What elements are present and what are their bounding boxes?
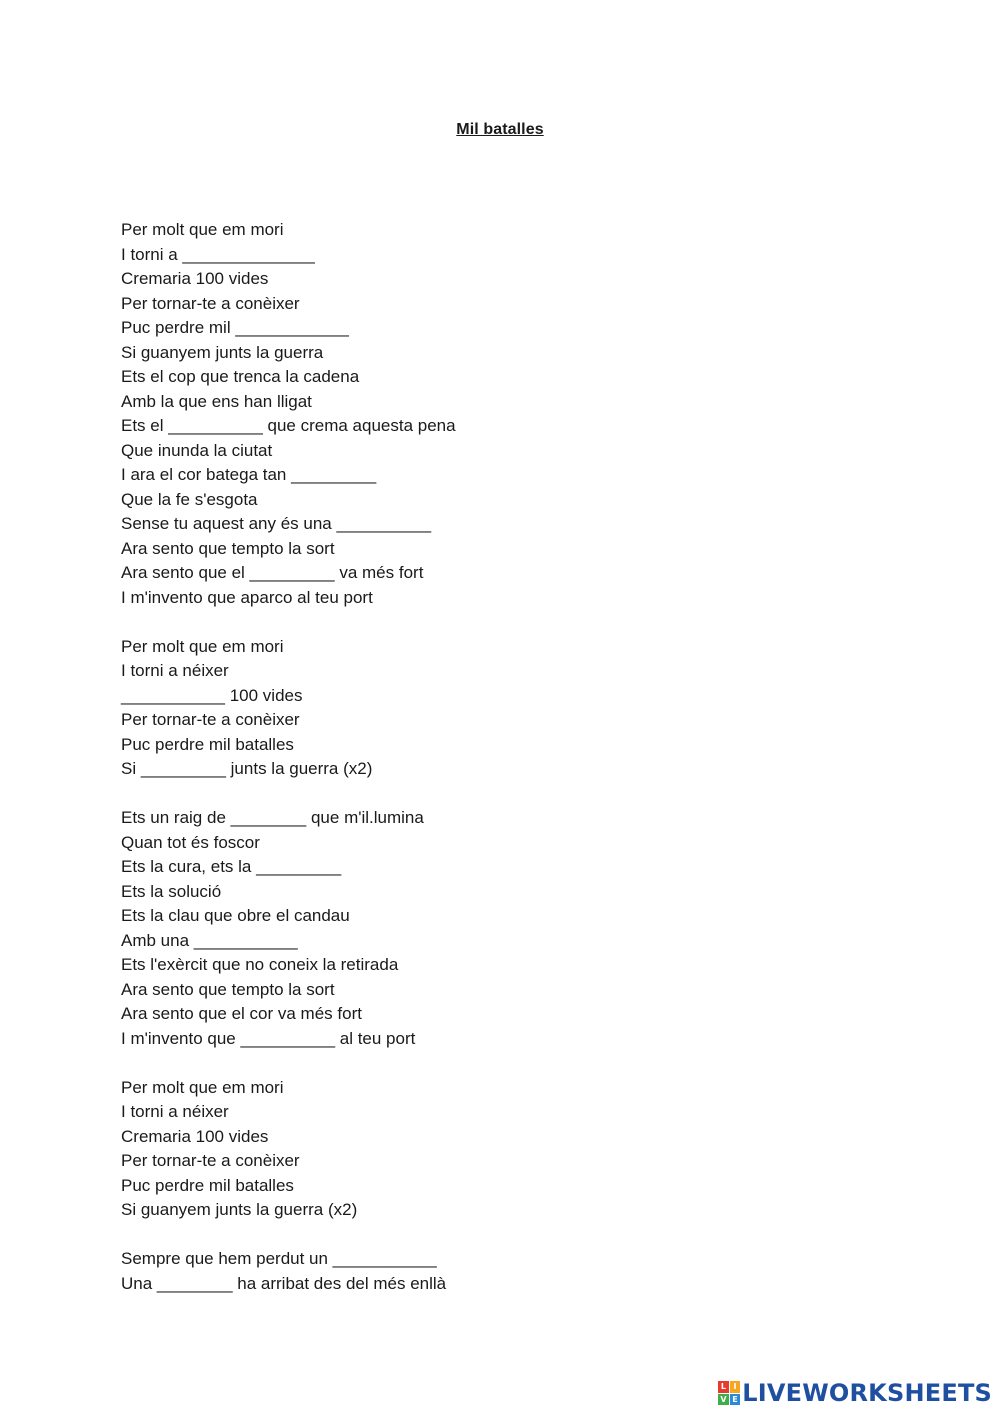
lyric-line-blank[interactable]: Ara sento que el _________ va més fort (121, 563, 424, 582)
lyric-line: I torni a néixer (121, 1102, 229, 1121)
lyric-line: Puc perdre mil batalles (121, 1175, 294, 1195)
stanza-1 (121, 218, 821, 610)
lyric-line: Per tornar-te a conèixer (121, 1151, 300, 1170)
logo-mark-letter: E (730, 1394, 741, 1406)
lyric-line-blank[interactable]: ___________ 100 vides (121, 685, 303, 705)
liveworksheets-logo (718, 1380, 992, 1406)
lyric-line: Ets la clau que obre el candau (121, 906, 350, 925)
lyric-line-blank[interactable]: I ara el cor batega tan _________ (121, 465, 377, 484)
lyric-line-blank[interactable]: Ets un raig de ________ que m'il.lumina (121, 808, 424, 827)
lyric-line: I m'invento que aparco al teu port (121, 587, 373, 607)
lyric-line: Per molt que em mori (121, 636, 284, 656)
lyric-line: Ets l'exèrcit que no coneix la retirada (121, 955, 399, 974)
lyrics-body (121, 218, 821, 1321)
lyric-line-blank[interactable]: I torni a ______________ (121, 244, 315, 264)
lyric-line-blank[interactable]: Amb una ___________ (121, 930, 298, 950)
lyric-line: Que la fe s'esgota (121, 489, 258, 509)
lyric-line: I torni a néixer (121, 661, 229, 680)
lyric-line: Per molt que em mori (121, 1077, 284, 1097)
lyric-line-blank[interactable]: Sense tu aquest any és una __________ (121, 514, 432, 533)
lyric-line: Si guanyem junts la guerra (121, 342, 324, 362)
lyric-line: Ara sento que el cor va més fort (121, 1004, 362, 1023)
logo-mark-letter: L (718, 1381, 729, 1393)
lyric-line-blank[interactable]: Ets el __________ que crema aquesta pena (121, 416, 456, 435)
lyric-line: Per molt que em mori (121, 220, 284, 239)
lyric-line: Puc perdre mil batalles (121, 734, 294, 754)
lyric-line-blank[interactable]: Puc perdre mil ____________ (121, 318, 349, 337)
stanza-4 (121, 1076, 821, 1223)
lyric-line-blank[interactable]: Sempre que hem perdut un ___________ (121, 1249, 437, 1268)
lyric-line: Quan tot és foscor (121, 832, 260, 852)
lyric-line: Ara sento que tempto la sort (121, 538, 335, 558)
lyric-line: Ets la solució (121, 881, 222, 901)
lyric-line: Cremaria 100 vides (121, 1126, 269, 1146)
lyric-line-blank[interactable]: Ets la cura, ets la _________ (121, 857, 342, 876)
lyric-line: Si guanyem junts la guerra (x2) (121, 1200, 358, 1219)
logo-mark-icon (718, 1381, 740, 1405)
stanza-2 (121, 635, 821, 782)
lyric-line: Per tornar-te a conèixer (121, 710, 300, 729)
lyric-line-blank[interactable]: Una ________ ha arribat des del més enllà (121, 1273, 447, 1293)
lyric-line: Cremaria 100 vides (121, 269, 269, 288)
logo-mark-letter: I (730, 1381, 741, 1393)
stanza-5 (121, 1247, 821, 1296)
lyric-line-blank[interactable]: Si _________ junts la guerra (x2) (121, 759, 373, 778)
stanza-3 (121, 806, 821, 1051)
document-title: Mil batalles (456, 121, 544, 138)
lyric-line-blank[interactable]: I m'invento que __________ al teu port (121, 1028, 416, 1048)
lyric-line: Que inunda la ciutat (121, 440, 273, 460)
lyric-line: Ets el cop que trenca la cadena (121, 367, 360, 386)
logo-mark-letter: V (718, 1394, 729, 1406)
lyric-line: Amb la que ens han lligat (121, 391, 312, 411)
logo-text: LIVEWORKSHEETS (742, 1379, 992, 1407)
lyric-line: Per tornar-te a conèixer (121, 293, 300, 313)
lyric-line: Ara sento que tempto la sort (121, 979, 335, 999)
